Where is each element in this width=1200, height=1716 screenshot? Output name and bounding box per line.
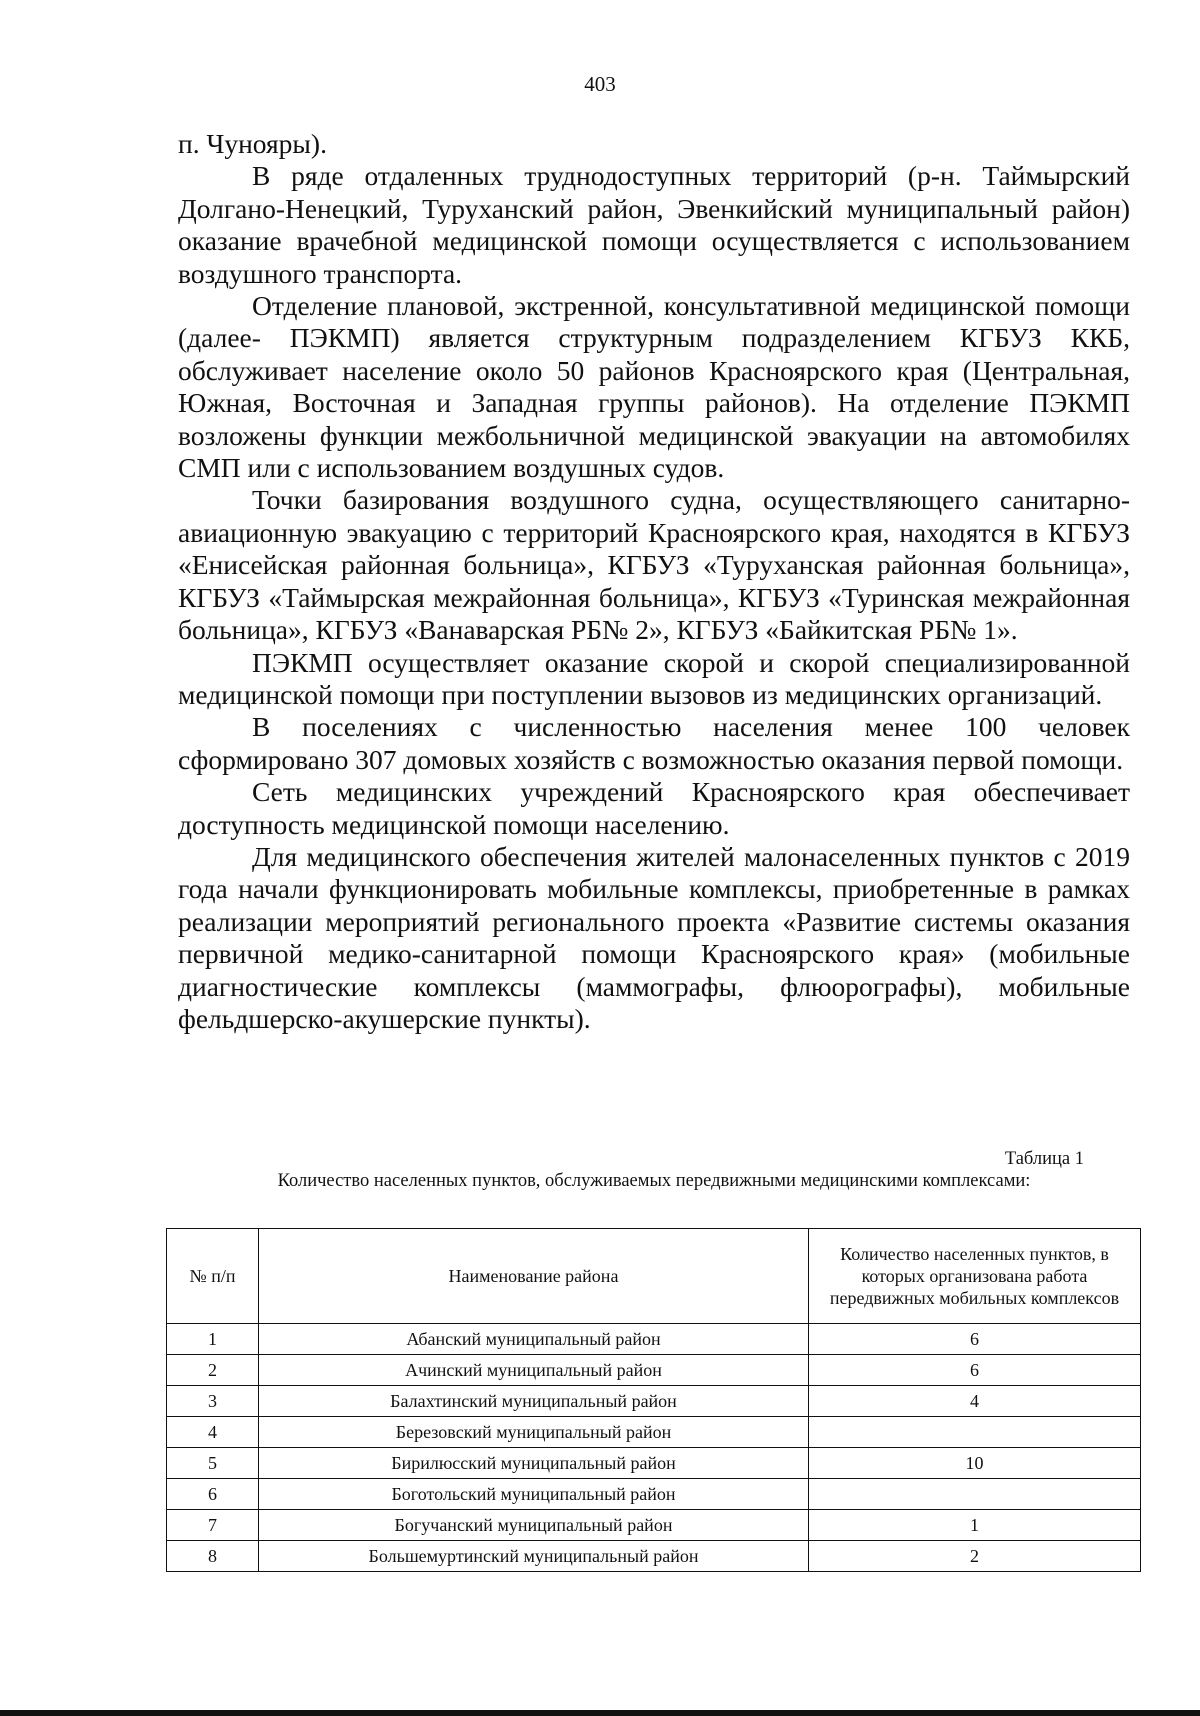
- paragraph-air-transport: В ряде отдаленных труднодоступных территорий (р-н. Таймырский Долгано-Ненецкий, Туруханский район, Эвенкийский муниципальный район) оказание врачебной медицинской помощи осуществляется с использованием воздушного транспорта.: [178, 160, 1130, 289]
- row-number: 8: [167, 1541, 259, 1572]
- document-body: [178, 128, 1130, 1035]
- header-number: № п/п: [167, 1229, 259, 1324]
- header-district-name: Наименование района: [259, 1229, 809, 1324]
- row-count: 4: [809, 1386, 1141, 1417]
- row-count: [809, 1479, 1141, 1510]
- table-row: [167, 1541, 1141, 1572]
- table-row: [167, 1417, 1141, 1448]
- row-district: Бирилюсский муниципальный район: [259, 1448, 809, 1479]
- table-row: [167, 1355, 1141, 1386]
- row-number: 2: [167, 1355, 259, 1386]
- row-number: 3: [167, 1386, 259, 1417]
- table-row: [167, 1386, 1141, 1417]
- row-district: Абанский муниципальный район: [259, 1324, 809, 1355]
- paragraph-continuation: п. Чунояры).: [178, 128, 327, 159]
- scan-edge-rule: [0, 1710, 1200, 1716]
- table-title: Количество населенных пунктов, обслуживаемых передвижными медицинскими комплексами:: [277, 1171, 1031, 1191]
- row-district: Богучанский муниципальный район: [259, 1510, 809, 1541]
- row-district: Большемуртинский муниципальный район: [259, 1541, 809, 1572]
- table-number: Таблица 1: [1004, 1149, 1084, 1169]
- row-count: [809, 1417, 1141, 1448]
- table-row: [167, 1510, 1141, 1541]
- paragraph-pekmp-department: Отделение плановой, экстренной, консультативной медицинской помощи (далее- ПЭКМП) является структурным подразделением КГБУЗ ККБ, обслуживает население около 50 районов Красноярского края (Центральная, Южная, Восточная и Западная группы районов). На отделение ПЭКМП возложены функции межбольничной медицинской эвакуации на автомобилях СМП или с использованием воздушных судов.: [178, 290, 1130, 484]
- header-settlement-count: Количество населенных пунктов, в которых организована работа передвижных мобильных комплексов: [809, 1229, 1141, 1324]
- paragraph-pekmp-services: ПЭКМП осуществляет оказание скорой и скорой специализированной медицинской помощи при поступлении вызовов из медицинских организаций.: [178, 646, 1130, 710]
- row-district: Ачинский муниципальный район: [259, 1355, 809, 1386]
- row-number: 6: [167, 1479, 259, 1510]
- row-count: 1: [809, 1510, 1141, 1541]
- table-row: [167, 1479, 1141, 1510]
- row-count: 6: [809, 1355, 1141, 1386]
- row-district: Боготольский муниципальный район: [259, 1479, 809, 1510]
- paragraph-households: В поселениях с численностью населения менее 100 человек сформировано 307 домовых хозяйств с возможностью оказания первой помощи.: [178, 711, 1130, 775]
- row-count: 10: [809, 1448, 1141, 1479]
- districts-table: [166, 1228, 1141, 1572]
- row-count: 6: [809, 1324, 1141, 1355]
- table-header-row: [167, 1229, 1141, 1324]
- row-number: 5: [167, 1448, 259, 1479]
- row-district: Березовский муниципальный район: [259, 1417, 809, 1448]
- paragraph-mobile-complexes: Для медицинского обеспечения жителей малонаселенных пунктов с 2019 года начали функционировать мобильные комплексы, приобретенные в рамках реализации мероприятий регионального проекта «Развитие системы оказания первичной медико-санитарной помощи Красноярского края» (мобильные диагностические комплексы (маммографы, флюорографы), мобильные фельдшерско-акушерские пункты).: [178, 840, 1130, 1034]
- row-district: Балахтинский муниципальный район: [259, 1386, 809, 1417]
- paragraph-aircraft-bases: Точки базирования воздушного судна, осуществляющего санитарно-авиационную эвакуацию с территорий Красноярского края, находятся в КГБУЗ «Енисейская районная больница», КГБУЗ «Туруханская районная больница», КГБУЗ «Таймырская межрайонная больница», КГБУЗ «Туринская межрайонная больница», КГБУЗ «Ванаварская РБ№ 2», КГБУЗ «Байкитская РБ№ 1».: [178, 484, 1130, 646]
- row-number: 1: [167, 1324, 259, 1355]
- page-number: 403: [584, 72, 616, 96]
- table-row: [167, 1324, 1141, 1355]
- row-count: 2: [809, 1541, 1141, 1572]
- row-number: 7: [167, 1510, 259, 1541]
- paragraph-network: Сеть медицинских учреждений Красноярского края обеспечивает доступность медицинской помощи населению.: [178, 776, 1130, 840]
- table-row: [167, 1448, 1141, 1479]
- row-number: 4: [167, 1417, 259, 1448]
